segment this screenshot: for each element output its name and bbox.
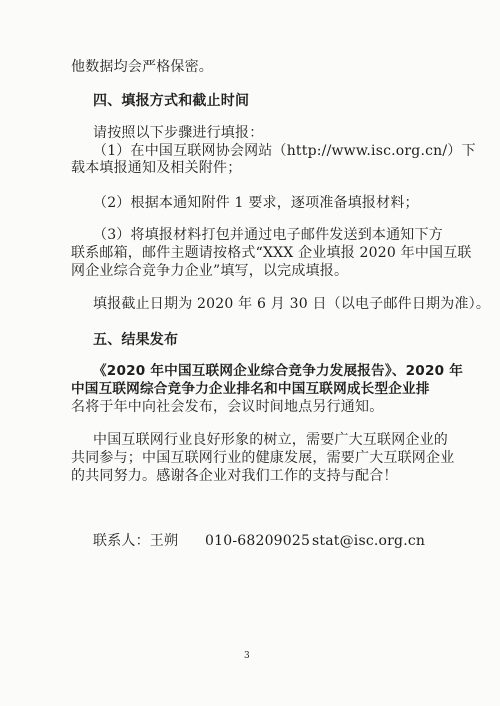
contact-name: 联系人：王朔 <box>93 533 179 549</box>
paragraph-line: 中国互联网行业良好形象的树立，需要广大互联网企业的 <box>93 432 448 448</box>
paragraph-line: 的共同努力。感谢各企业对我们工作的支持与配合！ <box>71 468 398 484</box>
paragraph-line: 共同参与；中国互联网行业的健康发展，需要广大互联网企业 <box>71 450 455 466</box>
page-number: 3 <box>244 651 250 661</box>
section-heading-results: 五、结果发布 <box>93 332 179 348</box>
paragraph-line: 他数据均会严格保密。 <box>71 59 213 75</box>
paragraph-line: 载本填报通知及相关附件； <box>71 160 242 176</box>
paragraph-line: 网企业综合竞争力企业”填写，以完成填报。 <box>71 263 349 279</box>
paragraph-line: （2）根据本通知附件 1 要求，逐项准备填报材料； <box>93 195 419 211</box>
paragraph-line-bold: 中国互联网综合竞争力企业排名和中国互联网成长型企业排 <box>71 381 430 397</box>
section-heading-submission: 四、填报方式和截止时间 <box>93 93 250 109</box>
contact-phone: 010-68209025 <box>205 533 311 549</box>
paragraph-line: 填报截止日期为 2020 年 6 月 30 日（以电子邮件日期为准）。 <box>93 296 491 312</box>
paragraph-line: 联系邮箱，邮件主题请按格式“XXX 企业填报 2020 年中国互联 <box>71 245 472 261</box>
paragraph-line: 名将于年中向社会发布，会议时间地点另行通知。 <box>71 399 384 415</box>
paragraph-line: （1）在中国互联网协会网站（http://www.isc.org.cn/）下 <box>93 143 476 159</box>
paragraph-line: （3）将填报材料打包并通过电子邮件发送到本通知下方 <box>93 227 443 243</box>
paragraph-line: 请按照以下步骤进行填报： <box>93 125 264 141</box>
paragraph-line-bold: 《2020 年中国互联网企业综合竞争力发展报告》、2020 年 <box>93 363 464 379</box>
contact-email: stat@isc.org.cn <box>312 533 426 549</box>
